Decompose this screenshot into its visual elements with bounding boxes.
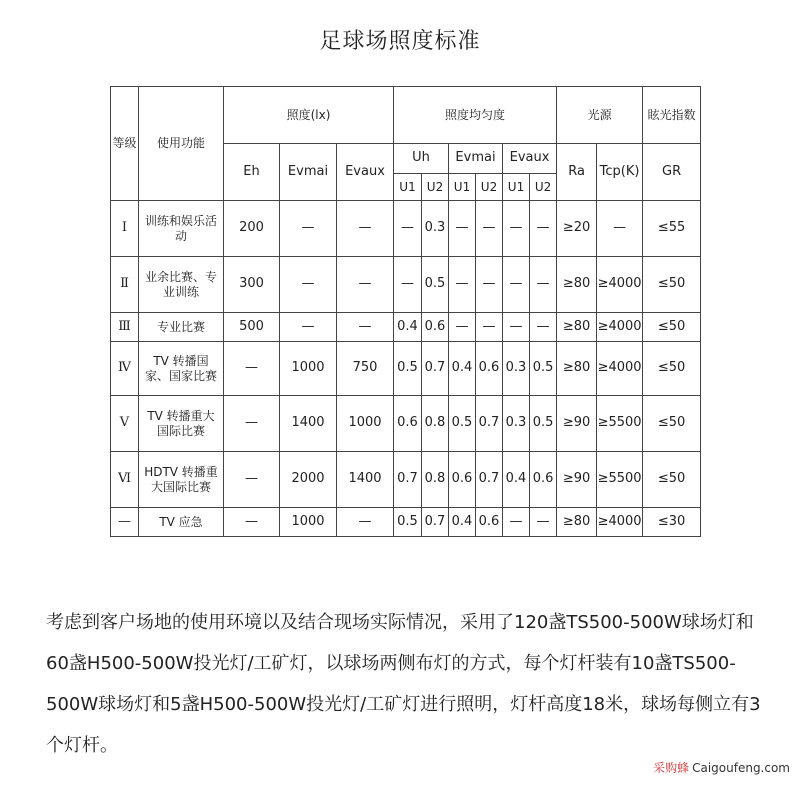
evaux-u2-header: U2 xyxy=(530,174,557,201)
table-row xyxy=(111,342,701,396)
function-cell: 训练和娱乐活动 xyxy=(139,201,224,257)
evaux-u1-cell: — xyxy=(503,257,530,313)
evmai-u2-cell: 0.7 xyxy=(476,452,503,508)
watermark-domain: Caigoufeng.com xyxy=(692,761,790,775)
illuminance-header: 照度(lx) xyxy=(224,87,394,144)
uh-u1-cell: — xyxy=(394,201,422,257)
evmai-u2-cell: 0.6 xyxy=(476,508,503,537)
evaux-cell: — xyxy=(337,508,394,537)
function-cell: 专业比赛 xyxy=(139,313,224,342)
tcp-cell: ≥4000 xyxy=(597,508,643,537)
function-cell: TV 转播重大国际比赛 xyxy=(139,396,224,452)
evmai-u1-header: U1 xyxy=(449,174,476,201)
evaux-u1-cell: — xyxy=(503,201,530,257)
evmai-u1-cell: 0.4 xyxy=(449,508,476,537)
tcp-header: Tcp(K) xyxy=(597,144,643,201)
uh-u1-cell: 0.5 xyxy=(394,342,422,396)
evmai-u2-cell: 0.7 xyxy=(476,396,503,452)
tcp-cell: ≥5500 xyxy=(597,452,643,508)
tcp-cell: ≥4000 xyxy=(597,257,643,313)
gr-cell: ≤55 xyxy=(643,201,701,257)
uh-u2-cell: 0.7 xyxy=(422,508,449,537)
table-row xyxy=(111,396,701,452)
evaux-u1-cell: 0.4 xyxy=(503,452,530,508)
grade-cell: Ⅴ xyxy=(111,396,139,452)
table-row xyxy=(111,452,701,508)
illuminance-standard-table xyxy=(110,86,701,537)
grade-cell: Ⅵ xyxy=(111,452,139,508)
table-row xyxy=(111,508,701,537)
uh-u2-cell: 0.6 xyxy=(422,313,449,342)
uh-u2-cell: 0.8 xyxy=(422,396,449,452)
uniformity-header: 照度均匀度 xyxy=(394,87,557,144)
ra-cell: ≥20 xyxy=(557,201,597,257)
evaux-u2-cell: — xyxy=(530,257,557,313)
uh-u1-cell: 0.5 xyxy=(394,508,422,537)
table-row xyxy=(111,257,701,313)
evaux-u2-cell: — xyxy=(530,508,557,537)
function-header: 使用功能 xyxy=(139,87,224,201)
grade-cell: Ⅲ xyxy=(111,313,139,342)
ra-cell: ≥80 xyxy=(557,313,597,342)
uh-u1-cell: 0.6 xyxy=(394,396,422,452)
function-cell: HDTV 转播重大国际比赛 xyxy=(139,452,224,508)
gr-cell: ≤50 xyxy=(643,342,701,396)
evmai-cell: 1000 xyxy=(280,508,337,537)
evmai-cell: 1400 xyxy=(280,396,337,452)
evaux-u2-cell: 0.6 xyxy=(530,452,557,508)
evmai-u2-cell: — xyxy=(476,201,503,257)
header-row-1 xyxy=(111,87,701,144)
uh-u2-cell: 0.7 xyxy=(422,342,449,396)
evaux-u2-cell: — xyxy=(530,313,557,342)
gr-cell: ≤50 xyxy=(643,452,701,508)
uh-u1-header: U1 xyxy=(394,174,422,201)
function-cell: 业余比赛、专业训练 xyxy=(139,257,224,313)
uh-u1-cell: 0.4 xyxy=(394,313,422,342)
table-body xyxy=(111,201,701,537)
eh-cell: 300 xyxy=(224,257,280,313)
evmai-u2-header: U2 xyxy=(476,174,503,201)
evmai-u1-cell: 0.6 xyxy=(449,452,476,508)
evaux-u1-cell: — xyxy=(503,508,530,537)
gr-header: GR xyxy=(643,144,701,201)
table-row xyxy=(111,201,701,257)
uh-u2-cell: 0.3 xyxy=(422,201,449,257)
evaux-cell: — xyxy=(337,201,394,257)
evaux-u1-cell: 0.3 xyxy=(503,342,530,396)
eh-cell: — xyxy=(224,396,280,452)
evaux-u1-cell: 0.3 xyxy=(503,396,530,452)
eh-cell: 500 xyxy=(224,313,280,342)
evmai-cell: — xyxy=(280,201,337,257)
evmai-u1-cell: — xyxy=(449,257,476,313)
evmai-u1-cell: 0.5 xyxy=(449,396,476,452)
grade-header: 等级 xyxy=(111,87,139,201)
evaux-cell: 1000 xyxy=(337,396,394,452)
function-cell: TV 应急 xyxy=(139,508,224,537)
ra-cell: ≥80 xyxy=(557,257,597,313)
table-row xyxy=(111,313,701,342)
evmai-u1-cell: — xyxy=(449,313,476,342)
evmai-header: Evmai xyxy=(280,144,337,201)
evmai-u2-cell: — xyxy=(476,313,503,342)
evmai-u1-cell: — xyxy=(449,201,476,257)
evmai-u2-cell: — xyxy=(476,257,503,313)
function-cell: TV 转播国家、国家比赛 xyxy=(139,342,224,396)
gr-cell: ≤50 xyxy=(643,257,701,313)
evmai-cell: — xyxy=(280,313,337,342)
description-paragraph: 考虑到客户场地的使用环境以及结合现场实际情况，采用了120盏TS500-500W球场灯和60盏H500-500W投光灯/工矿灯，以球场两侧布灯的方式，每个灯杆装有10盏TS500-500W球场灯和5盏H500-500W投光灯/工矿灯进行照明，灯杆高度18米，球场每侧立有3个灯杆。 xyxy=(46,612,761,756)
page-title: 足球场照度标准 xyxy=(319,29,481,54)
glare-header: 眩光指数 xyxy=(643,87,701,144)
eh-cell: — xyxy=(224,452,280,508)
ra-cell: ≥90 xyxy=(557,396,597,452)
tcp-cell: ≥4000 xyxy=(597,342,643,396)
uh-u2-cell: 0.8 xyxy=(422,452,449,508)
gr-cell: ≤30 xyxy=(643,508,701,537)
evmai-cell: 2000 xyxy=(280,452,337,508)
grade-cell: — xyxy=(111,508,139,537)
evaux-u1-header: U1 xyxy=(503,174,530,201)
evmai-u2-cell: 0.6 xyxy=(476,342,503,396)
evaux-u2-cell: — xyxy=(530,201,557,257)
evaux-cell: 750 xyxy=(337,342,394,396)
evaux-cell: — xyxy=(337,313,394,342)
tcp-cell: ≥4000 xyxy=(597,313,643,342)
gr-cell: ≤50 xyxy=(643,396,701,452)
ra-cell: ≥90 xyxy=(557,452,597,508)
evaux-u1-cell: — xyxy=(503,313,530,342)
tcp-cell: — xyxy=(597,201,643,257)
ra-header: Ra xyxy=(557,144,597,201)
light-source-header: 光源 xyxy=(557,87,643,144)
evmai-u1-cell: 0.4 xyxy=(449,342,476,396)
ra-cell: ≥80 xyxy=(557,342,597,396)
watermark xyxy=(653,759,790,776)
uniformity-evaux-header: Evaux xyxy=(503,144,557,174)
evaux-header: Evaux xyxy=(337,144,394,201)
eh-cell: — xyxy=(224,342,280,396)
uh-u1-cell: 0.7 xyxy=(394,452,422,508)
evmai-cell: 1000 xyxy=(280,342,337,396)
grade-cell: Ⅱ xyxy=(111,257,139,313)
uh-u2-header: U2 xyxy=(422,174,449,201)
evaux-cell: 1400 xyxy=(337,452,394,508)
grade-cell: Ⅳ xyxy=(111,342,139,396)
evaux-u2-cell: 0.5 xyxy=(530,396,557,452)
uh-u1-cell: — xyxy=(394,257,422,313)
evaux-cell: — xyxy=(337,257,394,313)
grade-cell: Ⅰ xyxy=(111,201,139,257)
uniformity-evmai-header: Evmai xyxy=(449,144,503,174)
eh-cell: 200 xyxy=(224,201,280,257)
uh-u2-cell: 0.5 xyxy=(422,257,449,313)
uh-header: Uh xyxy=(394,144,449,174)
eh-header: Eh xyxy=(224,144,280,201)
evmai-cell: — xyxy=(280,257,337,313)
eh-cell: — xyxy=(224,508,280,537)
watermark-brand: 采购蜂 xyxy=(653,761,690,775)
gr-cell: ≤50 xyxy=(643,313,701,342)
tcp-cell: ≥5500 xyxy=(597,396,643,452)
evaux-u2-cell: 0.5 xyxy=(530,342,557,396)
ra-cell: ≥80 xyxy=(557,508,597,537)
